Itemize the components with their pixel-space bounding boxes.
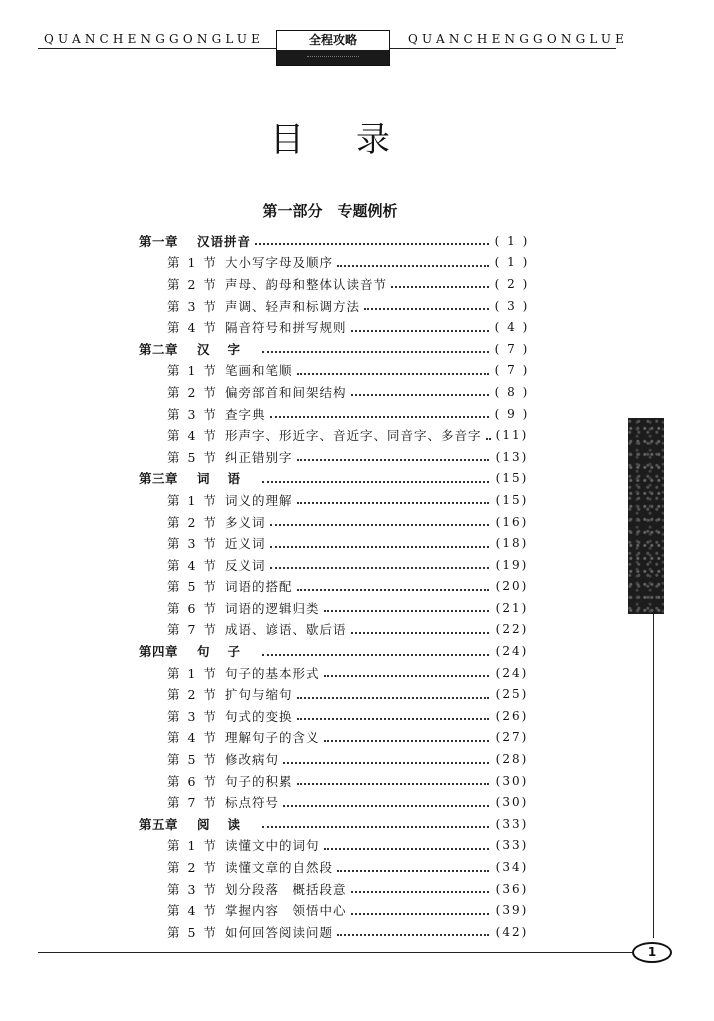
toc-section-row[interactable] xyxy=(139,619,531,641)
page-reference: (36) xyxy=(495,881,529,896)
section-number: 第 5 节 xyxy=(167,752,218,768)
toc-chapter-row[interactable] xyxy=(139,230,531,252)
dot-leader xyxy=(262,350,489,353)
section-number: 第 1 节 xyxy=(167,363,218,379)
section-number: 第 6 节 xyxy=(167,600,218,616)
section-title: 隔音符号和拼写规则 xyxy=(225,320,347,336)
section-title: 句式的变换 xyxy=(225,708,293,724)
section-title: 成语、谚语、歇后语 xyxy=(225,622,347,638)
chapter-number: 第一章 xyxy=(139,233,179,249)
dot-leader xyxy=(324,847,489,850)
dot-leader xyxy=(297,588,489,591)
page-reference: (33) xyxy=(495,838,529,853)
chapter-title: 汉语拼音 xyxy=(197,233,252,249)
section-number: 第 5 节 xyxy=(167,924,218,940)
section-number: 第 7 节 xyxy=(167,622,218,638)
dot-leader xyxy=(270,566,489,569)
section-title: 声母、韵母和整体认读音节 xyxy=(225,276,388,292)
section-title: 词语的逻辑归类 xyxy=(225,600,320,616)
toc-section-row[interactable] xyxy=(139,252,531,274)
dot-leader xyxy=(283,804,489,807)
dot-leader xyxy=(486,437,489,440)
chapter-title: 汉字 xyxy=(197,341,259,357)
page-reference: (19) xyxy=(495,557,529,572)
dot-leader xyxy=(255,242,489,245)
toc-section-row[interactable] xyxy=(139,835,531,857)
toc-section-row[interactable] xyxy=(139,403,531,425)
toc-section-row[interactable] xyxy=(139,770,531,792)
page-reference: (15) xyxy=(495,492,529,507)
toc-section-row[interactable] xyxy=(139,878,531,900)
page-reference: (24) xyxy=(495,665,529,680)
dot-leader xyxy=(297,717,489,720)
section-title: 查字典 xyxy=(225,406,266,422)
page-reference: (26) xyxy=(495,708,529,723)
chapter-number: 第三章 xyxy=(139,471,179,487)
section-title: 笔画和笔顺 xyxy=(225,363,293,379)
dot-leader xyxy=(270,523,489,526)
header-box-ornament xyxy=(277,50,389,65)
page-reference: (13) xyxy=(495,449,529,464)
page-reference: (30) xyxy=(495,795,529,810)
table-of-contents xyxy=(139,230,531,943)
page-reference: (24) xyxy=(495,644,529,659)
toc-section-row[interactable] xyxy=(139,381,531,403)
dot-leader xyxy=(297,372,489,375)
section-number: 第 6 节 xyxy=(167,773,218,789)
dot-leader xyxy=(324,739,489,742)
chapter-number: 第五章 xyxy=(139,816,179,832)
toc-section-row[interactable] xyxy=(139,727,531,749)
page-reference: (30) xyxy=(495,773,529,788)
section-title: 划分段落 概括段意 xyxy=(225,881,347,897)
toc-section-row[interactable] xyxy=(139,360,531,382)
page-reference: (27) xyxy=(495,730,529,745)
toc-chapter-row[interactable] xyxy=(139,640,531,662)
chapter-title: 句子 xyxy=(197,644,259,660)
toc-section-row[interactable] xyxy=(139,554,531,576)
section-title: 读懂文中的词句 xyxy=(225,838,320,854)
section-number: 第 5 节 xyxy=(167,579,218,595)
dot-leader xyxy=(270,415,489,418)
dot-leader xyxy=(262,480,489,483)
page-reference: ( 2 ) xyxy=(494,276,530,291)
toc-section-row[interactable] xyxy=(139,532,531,554)
page-reference: ( 1 ) xyxy=(494,233,530,248)
section-title: 如何回答阅读问题 xyxy=(225,924,334,940)
section-number: 第 5 节 xyxy=(167,449,218,465)
dot-leader xyxy=(337,933,489,936)
section-title: 句子的基本形式 xyxy=(225,665,320,681)
toc-section-row[interactable] xyxy=(139,856,531,878)
section-number: 第 4 节 xyxy=(167,320,218,336)
toc-section-row[interactable] xyxy=(139,683,531,705)
chapter-number: 第四章 xyxy=(139,644,179,660)
section-number: 第 4 节 xyxy=(167,428,218,444)
page-reference: (20) xyxy=(495,579,529,594)
toc-section-row[interactable] xyxy=(139,576,531,598)
page-reference: (34) xyxy=(495,860,529,875)
toc-chapter-row[interactable] xyxy=(139,813,531,835)
section-title: 反义词 xyxy=(225,557,266,573)
section-number: 第 1 节 xyxy=(167,255,218,271)
toc-section-row[interactable] xyxy=(139,511,531,533)
section-title: 读懂文章的自然段 xyxy=(225,860,334,876)
section-title: 标点符号 xyxy=(225,795,280,811)
section-title: 词语的搭配 xyxy=(225,579,293,595)
dot-leader xyxy=(337,264,489,267)
dot-leader xyxy=(297,782,489,785)
page-reference: (39) xyxy=(495,903,529,918)
section-number: 第 4 节 xyxy=(167,903,218,919)
dot-leader xyxy=(262,653,489,656)
page-reference: ( 1 ) xyxy=(494,255,530,270)
page-reference: ( 3 ) xyxy=(494,298,530,313)
dot-leader xyxy=(270,545,489,548)
side-rule xyxy=(653,614,654,938)
page-reference: (25) xyxy=(495,687,529,702)
section-number: 第 1 节 xyxy=(167,492,218,508)
section-number: 第 3 节 xyxy=(167,536,218,552)
section-number: 第 1 节 xyxy=(167,665,218,681)
page-reference: (33) xyxy=(495,816,529,831)
page-reference: (15) xyxy=(495,471,529,486)
dot-leader xyxy=(297,696,489,699)
dot-leader xyxy=(337,869,489,872)
page-reference: ( 4 ) xyxy=(494,320,530,335)
section-number: 第 2 节 xyxy=(167,860,218,876)
dot-leader xyxy=(351,329,489,332)
section-number: 第 3 节 xyxy=(167,881,218,897)
page-title: 目录 xyxy=(270,120,442,160)
page-reference: ( 7 ) xyxy=(494,363,530,378)
section-title: 扩句与缩句 xyxy=(225,687,293,703)
toc-chapter-row[interactable] xyxy=(139,338,531,360)
page-reference: (21) xyxy=(495,600,529,615)
section-title: 多义词 xyxy=(225,514,266,530)
dot-leader xyxy=(391,285,489,288)
page-reference: (11) xyxy=(495,428,529,443)
toc-section-row[interactable] xyxy=(139,316,531,338)
section-number: 第 7 节 xyxy=(167,795,218,811)
toc-section-row[interactable] xyxy=(139,662,531,684)
page-reference: ( 7 ) xyxy=(494,341,530,356)
dot-leader xyxy=(324,674,489,677)
section-title: 词义的理解 xyxy=(225,492,293,508)
chapter-title: 阅读 xyxy=(197,816,259,832)
toc-chapter-row[interactable] xyxy=(139,468,531,490)
toc-section-row[interactable] xyxy=(139,921,531,943)
section-number: 第 2 节 xyxy=(167,276,218,292)
page-reference: (42) xyxy=(495,924,529,939)
page-reference: (16) xyxy=(495,514,529,529)
toc-section-row[interactable] xyxy=(139,273,531,295)
section-number: 第 4 节 xyxy=(167,730,218,746)
section-number: 第 2 节 xyxy=(167,687,218,703)
toc-section-row[interactable] xyxy=(139,705,531,727)
dot-leader xyxy=(262,825,489,828)
page-reference: ( 8 ) xyxy=(494,384,530,399)
chapter-number: 第二章 xyxy=(139,341,179,357)
section-title: 纠正错别字 xyxy=(225,449,293,465)
section-title: 句子的积累 xyxy=(225,773,293,789)
dot-leader xyxy=(283,761,489,764)
toc-section-row[interactable] xyxy=(139,597,531,619)
section-number: 第 3 节 xyxy=(167,406,218,422)
page-reference: (18) xyxy=(495,536,529,551)
toc-section-row[interactable] xyxy=(139,424,531,446)
side-thumb-tab xyxy=(628,418,664,614)
header-left-text: QUANCHENGGONGLUE xyxy=(44,32,265,46)
page-number: 1 xyxy=(632,942,672,963)
section-title: 声调、轻声和标调方法 xyxy=(225,298,361,314)
section-title: 形声字、形近字、音近字、同音字、多音字 xyxy=(225,428,482,444)
footer-rule xyxy=(38,952,632,953)
toc-section-row[interactable] xyxy=(139,748,531,770)
header-label-box xyxy=(276,30,390,66)
section-number: 第 4 节 xyxy=(167,557,218,573)
header-box-label: 全程攻略 xyxy=(308,33,357,47)
section-number: 第 2 节 xyxy=(167,384,218,400)
toc-section-row[interactable] xyxy=(139,295,531,317)
section-number: 第 1 节 xyxy=(167,838,218,854)
toc-section-row[interactable] xyxy=(139,899,531,921)
page-reference: (22) xyxy=(495,622,529,637)
section-number: 第 3 节 xyxy=(167,708,218,724)
dot-leader xyxy=(351,890,489,893)
section-title: 偏旁部首和间架结构 xyxy=(225,384,347,400)
section-title: 掌握内容 领悟中心 xyxy=(225,903,347,919)
chapter-title: 词语 xyxy=(197,471,259,487)
section-title: 修改病句 xyxy=(225,752,280,768)
section-title: 大小写字母及顺序 xyxy=(225,255,334,271)
dot-leader xyxy=(297,501,489,504)
toc-section-row[interactable] xyxy=(139,791,531,813)
dot-leader xyxy=(364,307,489,310)
section-number: 第 2 节 xyxy=(167,514,218,530)
page-reference: ( 9 ) xyxy=(494,406,530,421)
dot-leader xyxy=(351,631,489,634)
dot-leader xyxy=(351,393,489,396)
section-title: 近义词 xyxy=(225,536,266,552)
dot-leader xyxy=(351,912,489,915)
part-title: 第一部分 专题例析 xyxy=(262,202,398,220)
dot-leader xyxy=(297,458,489,461)
toc-section-row[interactable] xyxy=(139,446,531,468)
page-reference: (28) xyxy=(495,752,529,767)
toc-section-row[interactable] xyxy=(139,489,531,511)
dot-leader xyxy=(324,609,489,612)
header-right-text: QUANCHENGGONGLUE xyxy=(408,32,629,46)
section-number: 第 3 节 xyxy=(167,298,218,314)
section-title: 理解句子的含义 xyxy=(225,730,320,746)
